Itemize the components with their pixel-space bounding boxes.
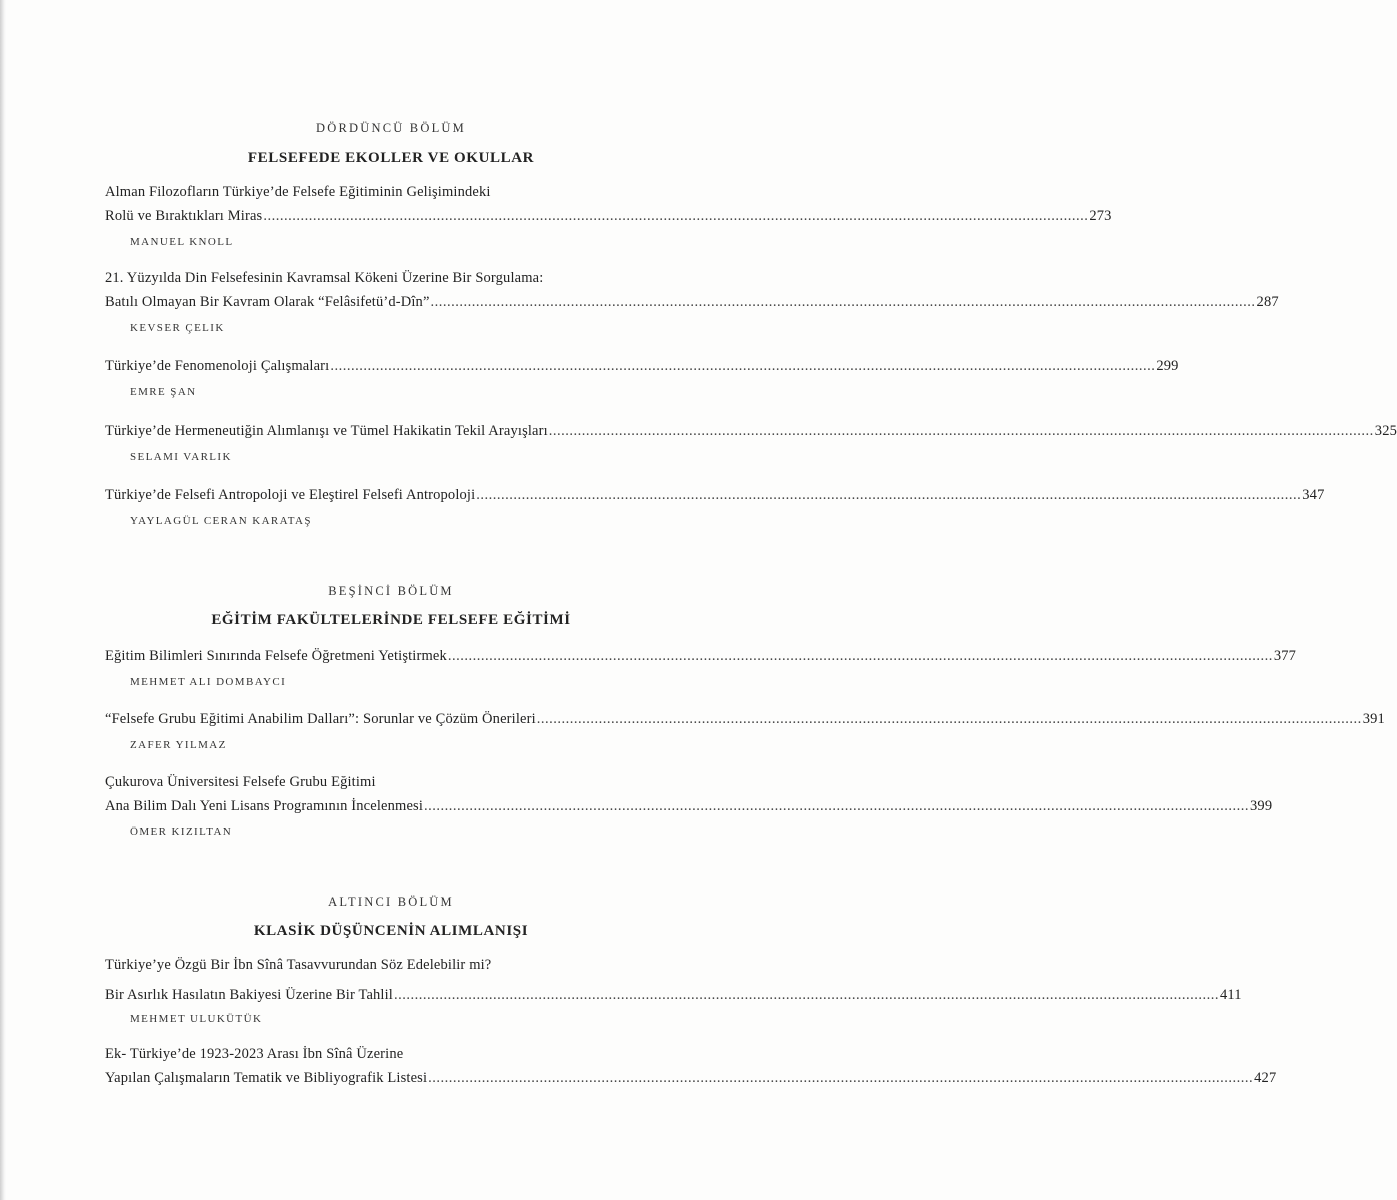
entry-title-line <box>105 419 1397 443</box>
author-name: ÖMER KIZILTAN <box>130 826 233 838</box>
entry-title-line <box>105 794 1273 818</box>
table-of-contents <box>105 0 1397 1200</box>
entry-title-text: Türkiye’de Fenomenoloji Çalışmaları <box>105 358 330 374</box>
entry-title-text: Eğitim Bilimleri Sınırında Felsefe Öğretmeni Yetiştirmek <box>105 648 447 664</box>
toc-entry[interactable] <box>105 953 1242 1025</box>
author-name: KEVSER ÇELIK <box>130 322 225 334</box>
page-edge-shadow <box>0 0 6 1200</box>
section-label: DÖRDÜNCÜ BÖLÜM <box>316 121 466 135</box>
toc-entry[interactable] <box>105 180 1112 248</box>
entry-title-line <box>105 1066 1277 1090</box>
entry-title-line: 21. Yüzyılda Din Felsefesinin Kavramsal Kökeni Üzerine Bir Sorgulama: <box>105 270 544 286</box>
entry-title-text: “Felsefe Grubu Eğitimi Anabilim Dalları”: Sorunlar ve Çözüm Önerileri <box>105 711 536 727</box>
dot-leader: ........................................................................................................................................................................................................ <box>393 987 1219 1003</box>
author-name: ZAFER YILMAZ <box>130 739 227 751</box>
dot-leader: ........................................................................................................................................................................................................ <box>476 487 1302 503</box>
toc-entry[interactable] <box>105 707 1385 751</box>
author-name: YAYLAGÜL CERAN KARATAŞ <box>130 515 312 527</box>
entry-title-line: Çukurova Üniversitesi Felsefe Grubu Eğitimi <box>105 774 376 790</box>
entry-title-text: Türkiye’de Felsefi Antropoloji ve Eleştirel Felsefi Antropoloji <box>105 487 476 503</box>
section-title: EĞİTİM FAKÜLTELERİNDE FELSEFE EĞİTİMİ <box>211 612 571 628</box>
section-label: BEŞİNCİ BÖLÜM <box>328 584 454 598</box>
entry-title-line <box>105 290 1279 314</box>
page-number: 287 <box>1256 294 1279 310</box>
entry-title-line <box>105 644 1297 668</box>
page-number: 299 <box>1156 358 1179 374</box>
dot-leader: ........................................................................................................................................................................................................ <box>263 208 1089 224</box>
entry-title-line: Alman Filozofların Türkiye’de Felsefe Eğitiminin Gelişimindeki <box>105 184 491 200</box>
section-label: ALTINCI BÖLÜM <box>328 895 454 909</box>
page-number: 399 <box>1250 798 1273 814</box>
author-name: MANUEL KNOLL <box>130 236 234 248</box>
entry-title-line <box>105 983 1242 1007</box>
dot-leader: ........................................................................................................................................................................................................ <box>430 294 1256 310</box>
toc-entry[interactable] <box>105 354 1179 398</box>
dot-leader: ........................................................................................................................................................................................................ <box>536 711 1362 727</box>
entry-title-text: Rolü ve Bıraktıkları Miras <box>105 208 263 224</box>
page-number: 411 <box>1219 987 1242 1003</box>
entry-title-text: Ana Bilim Dalı Yeni Lisans Programının İncelenmesi <box>105 798 424 814</box>
author-name: MEHMET ALI DOMBAYCI <box>130 676 287 688</box>
toc-entry[interactable] <box>105 483 1325 527</box>
page-number: 347 <box>1302 487 1325 503</box>
author-name: SELAMI VARLIK <box>130 451 232 463</box>
section-title: FELSEFEDE EKOLLER VE OKULLAR <box>247 150 535 166</box>
toc-entry[interactable] <box>105 770 1273 838</box>
entry-title-line <box>105 204 1112 228</box>
entry-title-text: Bir Asırlık Hasılatın Bakiyesi Üzerine Bir Tahlil <box>105 987 393 1003</box>
entry-title-line <box>105 483 1325 507</box>
page-number: 377 <box>1273 648 1297 664</box>
entry-title-line: Ek- Türkiye’de 1923-2023 Arası İbn Sînâ Üzerine <box>105 1046 404 1062</box>
author-name: EMRE ŞAN <box>130 386 197 398</box>
section-title: KLASİK DÜŞÜNCENİN ALIMLANIŞI <box>253 923 529 939</box>
dot-leader: ........................................................................................................................................................................................................ <box>447 648 1273 664</box>
page-number: 391 <box>1362 711 1385 727</box>
author-name: MEHMET ULUKÜTÜK <box>130 1013 263 1025</box>
dot-leader: ........................................................................................................................................................................................................ <box>330 358 1156 374</box>
toc-entry[interactable] <box>105 266 1279 334</box>
entry-title-line <box>105 354 1179 378</box>
toc-entry[interactable] <box>105 419 1397 463</box>
dot-leader: ........................................................................................................................................................................................................ <box>428 1070 1254 1086</box>
entry-title-text: Yapılan Çalışmaların Tematik ve Bibliyografik Listesi <box>105 1070 428 1086</box>
page-number: 325 <box>1374 423 1397 439</box>
toc-entry[interactable] <box>105 644 1297 688</box>
entry-title-line <box>105 707 1385 731</box>
entry-title-line: Türkiye’ye Özgü Bir İbn Sînâ Tasavvurundan Söz Edelebilir mi? <box>105 957 492 973</box>
toc-entry[interactable] <box>105 1042 1277 1090</box>
dot-leader: ........................................................................................................................................................................................................ <box>548 423 1374 439</box>
page-number: 273 <box>1089 208 1112 224</box>
entry-title-text: Türkiye’de Hermeneutiğin Alımlanışı ve Tümel Hakikatin Tekil Arayışları <box>105 423 548 439</box>
dot-leader: ........................................................................................................................................................................................................ <box>424 798 1250 814</box>
entry-title-text: Batılı Olmayan Bir Kavram Olarak “Felâsifetü’d-Dîn” <box>105 294 430 310</box>
page-number: 427 <box>1254 1070 1277 1086</box>
